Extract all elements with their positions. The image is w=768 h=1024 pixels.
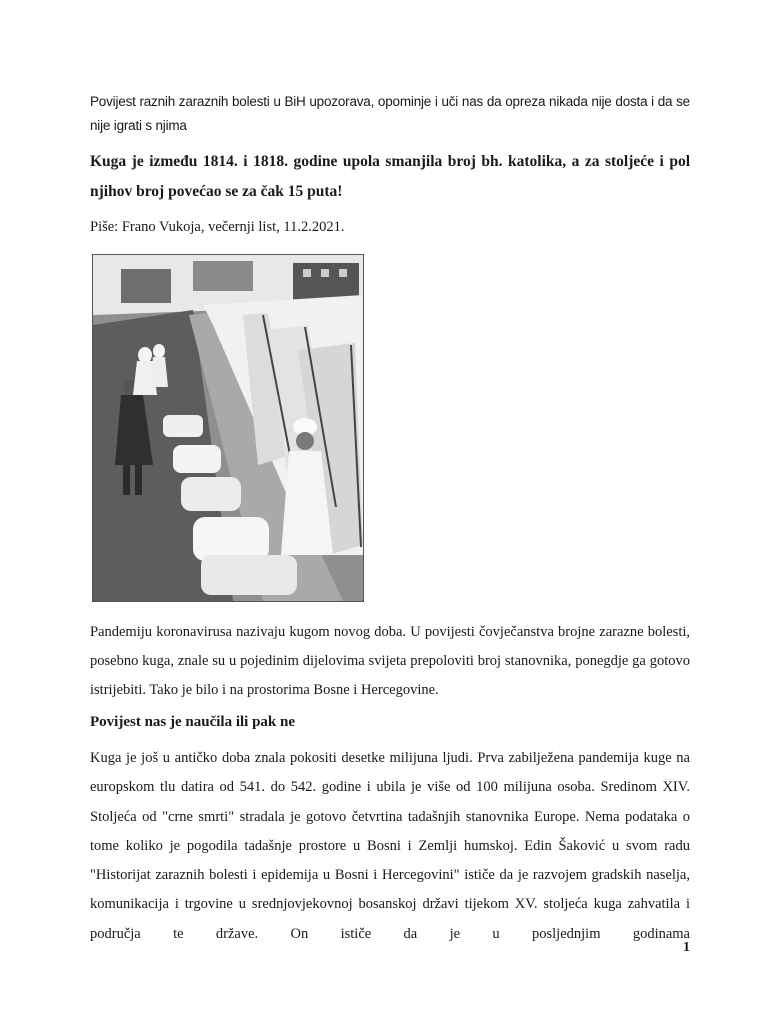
article-headline: Kuga je između 1814. i 1818. godine upola smanjila broj bh. katolika, a za stoljeće i pol njihov broj povećao se za čak 15 puta! xyxy=(90,153,690,200)
section-heading: Povijest nas je naučila ili pak ne xyxy=(90,714,296,730)
article-byline: Piše: Frano Vukoja, večernji list, 11.2.2021. xyxy=(90,219,345,235)
historical-photo xyxy=(92,254,364,602)
paragraph-history: Kuga je još u antičko doba znala pokositi desetke milijuna ljudi. Prva zabilježena pandemija kuge na europskom tlu datira od 541. do 542. godine i ubila je više od 100 milijuna osoba. Sredinom XIV. Stoljeća od "crne smrti" stradala je gotovo četvrtina tadašnjih stanovnika Europe. Nema podataka o tome koliko je pogodila tadašnje prostore u Bosni i Zemlji humskoj. Edin Šaković u svom radu "Historijat zaraznih bolesti i epidemija u Bosni i Hercegovini" ističe da je razvojem gradskih naselja, komunikacija i trgovine u srednjovjekovnoj bosanskoj državi tijekom XV. stoljeća kuga zahvatila i područja te države. On ističe da je u posljednjim godinama xyxy=(90,750,690,942)
page-number: 1 xyxy=(683,940,690,955)
article-subtitle: Povijest raznih zaraznih bolesti u BiH upozorava, opominje i uči nas da opreza nikada nije dosta i da se nije igrati s njima xyxy=(90,94,690,133)
field-hospital-illustration xyxy=(93,255,363,601)
paragraph-intro: Pandemiju koronavirusa nazivaju kugom novog doba. U povijesti čovječanstva brojne zarazne bolesti, posebno kuga, znale su u pojedinim dijelovima svijeta prepoloviti broj stanovnika, ponegdje ga gotovo istrijebiti. Tako je bilo i na prostorima Bosne i Hercegovine. xyxy=(90,624,690,698)
